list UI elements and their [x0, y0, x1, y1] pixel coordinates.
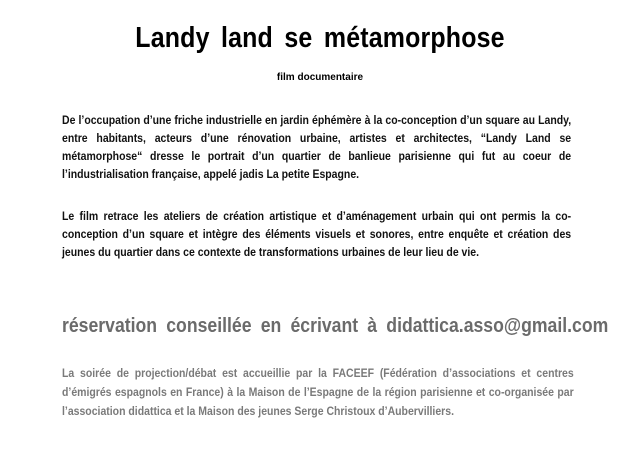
page-title: Landy land se métamorphose	[135, 22, 505, 54]
page-subtitle: film documentaire	[276, 72, 364, 83]
description-paragraph: Le film retrace les ateliers de création artistique et d’aménagement urbain qui ont permis la co-conception d’un square et intègre des éléments visuels et sonores, entre enquête et création des jeunes du quartier dans ce contexte de transformations urbaines de leur lieu de vie.	[62, 209, 572, 259]
closing-paragraph: La soirée de projection/débat est accueillie par la FACEEF (Fédération d’associations et centres d’émigrés espagnols en France) à la Maison de l’Espagne de la région parisienne et co-organisée par l’association didattica et la Maison des jeunes Serge Christoux d’Aubervilliers.	[62, 366, 574, 418]
reservation-line: réservation conseillée en écrivant à didattica.asso@gmail.com	[62, 314, 609, 337]
intro-paragraph: De l’occupation d’une friche industrielle en jardin éphémère à la co-conception d’un square au Landy, entre habitants, acteurs d’une rénovation urbaine, artistes et architectes, “Landy Land se métamorphose“ dresse le portrait d’un quartier de banlieue parisienne qui fut au coeur de l’industrialisation française, appelé jadis La petite Espagne.	[62, 113, 572, 181]
